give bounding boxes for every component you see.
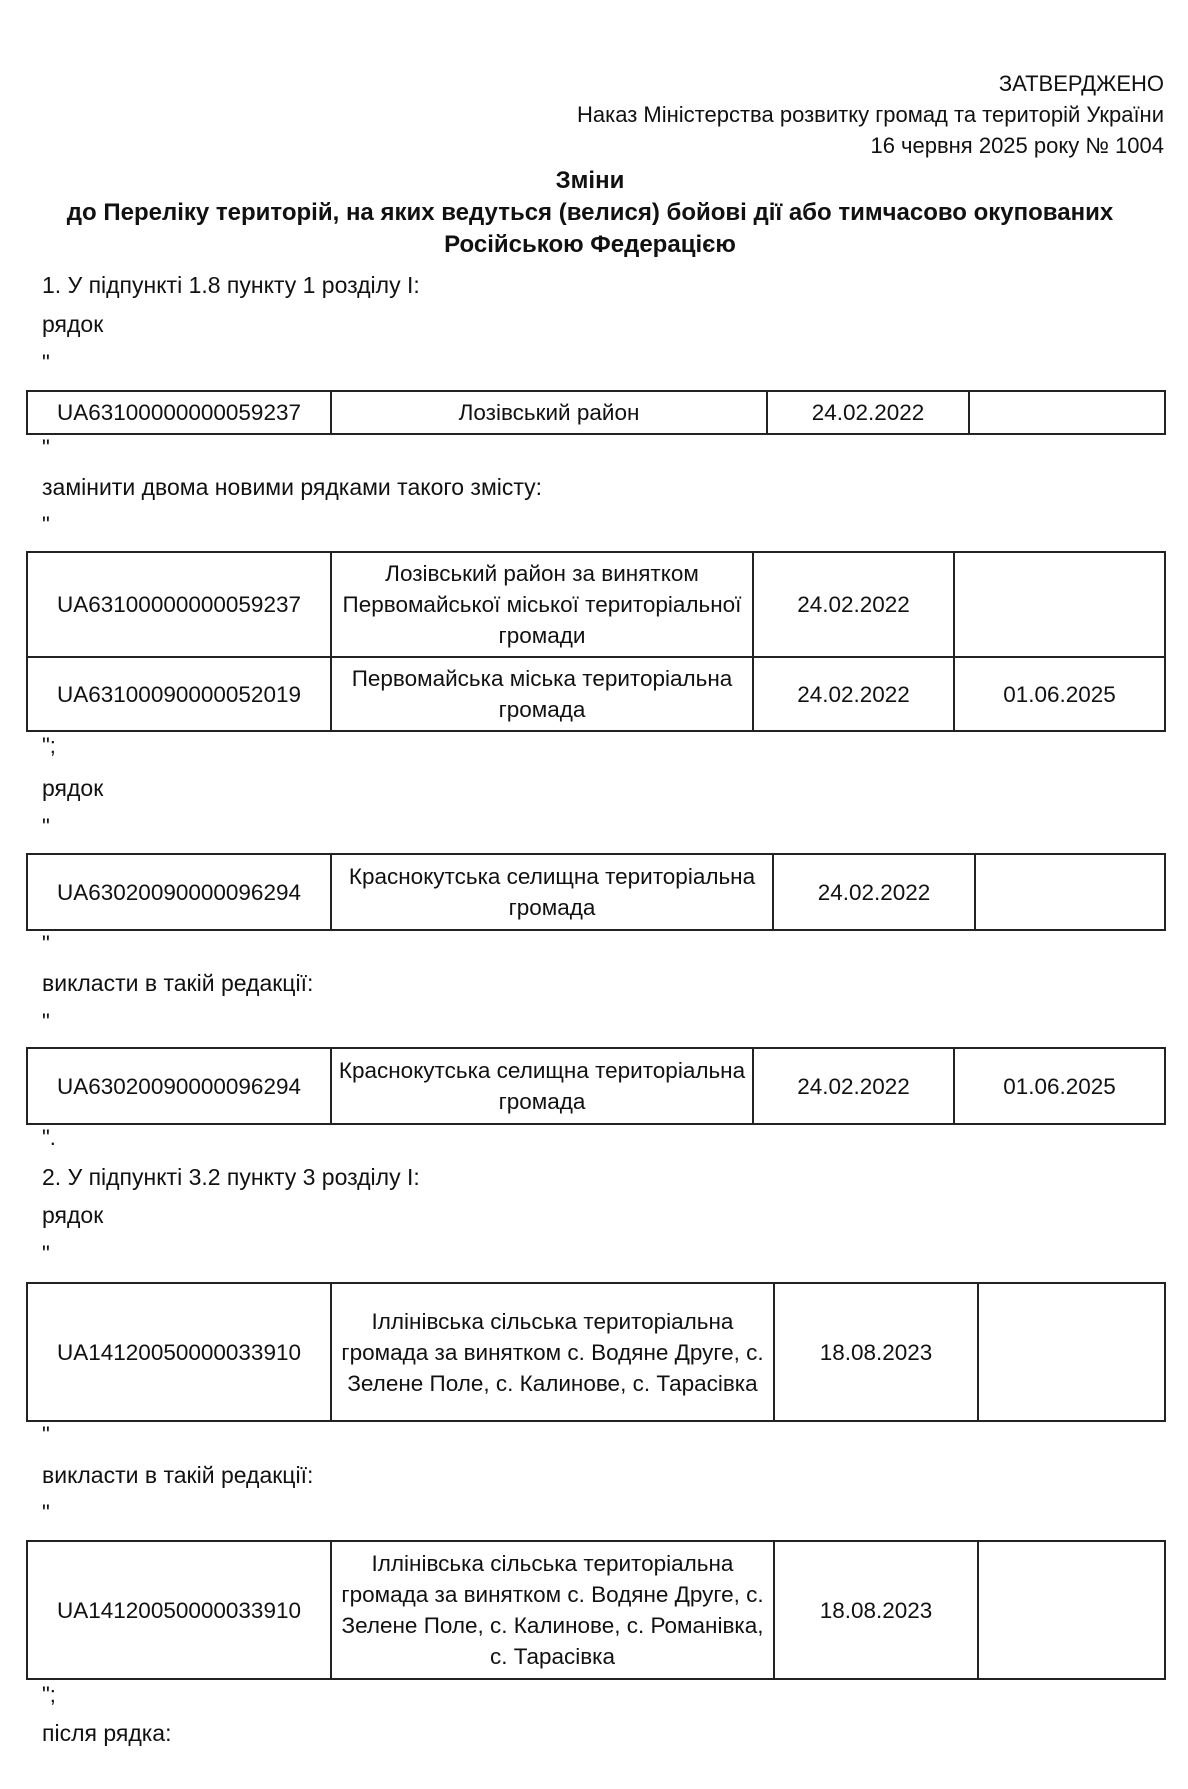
table-1 (26, 390, 1166, 435)
territory-name: Краснокутська селищна територіальна громада (331, 1048, 753, 1124)
order-reference: Наказ Міністерства розвитку громад та територій України (577, 102, 1164, 127)
table-row (27, 391, 1165, 434)
title-line-2: до Переліку територій, на яких ведуться (велися) бойові дії або тимчасово окупованих (66, 199, 1114, 226)
table-3 (26, 853, 1166, 931)
close-quote-semicolon: "; (42, 733, 56, 758)
start-date: 24.02.2022 (773, 854, 975, 930)
approval-stamp (464, 68, 1164, 161)
edit-instruction: викласти в такій редакції: (42, 1462, 314, 1488)
row-label: рядок (42, 1202, 104, 1228)
territory-name: Лозівський район за винятком Первомайської міської територіальної громади (331, 552, 753, 657)
section-1-heading: 1. У підпункті 1.8 пункту 1 розділу I: (42, 272, 420, 298)
end-date (978, 1541, 1165, 1679)
territory-code: UA14120050000033910 (27, 1541, 331, 1679)
territory-name: Краснокутська селищна територіальна громада (331, 854, 773, 930)
edit-instruction: викласти в такій редакції: (42, 970, 314, 996)
after-row-instruction: після рядка: (42, 1720, 172, 1746)
end-date (975, 854, 1165, 930)
end-date (954, 552, 1165, 657)
territory-code: UA63100000000059237 (27, 552, 331, 657)
table-5 (26, 1282, 1166, 1422)
section-2-heading: 2. У підпункті 3.2 пункту 3 розділу I: (42, 1164, 420, 1190)
table-4 (26, 1047, 1166, 1125)
territory-code: UA63020090000096294 (27, 1048, 331, 1124)
territory-code: UA63020090000096294 (27, 854, 331, 930)
table-row (27, 1283, 1165, 1421)
table-row (27, 854, 1165, 930)
start-date: 18.08.2023 (774, 1283, 978, 1421)
start-date: 24.02.2022 (753, 1048, 954, 1124)
title-line-3: Російською Федерацією (444, 231, 736, 258)
row-label: рядок (42, 775, 104, 801)
end-date: 01.06.2025 (954, 657, 1165, 731)
start-date: 18.08.2023 (774, 1541, 978, 1679)
territory-code: UA63100000000059237 (27, 391, 331, 434)
order-date-number: 16 червня 2025 року № 1004 (870, 133, 1164, 158)
document-title (40, 165, 1140, 261)
territory-name: Іллінівська сільська територіальна громада за винятком с. Водяне Друге, с. Зелене Поле, с. Калинове, с. Тарасівка (331, 1283, 774, 1421)
table-2 (26, 551, 1166, 732)
open-quote: " (42, 512, 50, 537)
open-quote: " (42, 814, 50, 839)
table-row (27, 1048, 1165, 1124)
open-quote: " (42, 1009, 50, 1034)
approved-label: ЗАТВЕРДЖЕНО (998, 71, 1164, 96)
row-label: рядок (42, 311, 104, 337)
territory-name: Лозівський район (331, 391, 767, 434)
territory-code: UA14120050000033910 (27, 1283, 331, 1421)
open-quote: " (42, 1500, 50, 1525)
close-quote-semicolon: "; (42, 1682, 56, 1707)
territory-code: UA63100090000052019 (27, 657, 331, 731)
end-date: 01.06.2025 (954, 1048, 1165, 1124)
close-quote: " (42, 931, 50, 956)
open-quote: " (42, 1241, 50, 1266)
table-row (27, 1541, 1165, 1679)
close-quote: " (42, 435, 50, 460)
end-date (969, 391, 1165, 434)
table-row (27, 552, 1165, 657)
start-date: 24.02.2022 (767, 391, 969, 434)
start-date: 24.02.2022 (753, 657, 954, 731)
territory-name: Первомайська міська територіальна громада (331, 657, 753, 731)
table-6 (26, 1540, 1166, 1680)
replace-instruction: замінити двома новими рядками такого змісту: (42, 474, 543, 500)
start-date: 24.02.2022 (753, 552, 954, 657)
close-quote: " (42, 1422, 50, 1447)
open-quote: " (42, 350, 50, 375)
territory-name: Іллінівська сільська територіальна громада за винятком с. Водяне Друге, с. Зелене Поле, с. Калинове, с. Романівка, с. Тарасівка (331, 1541, 774, 1679)
table-row (27, 657, 1165, 731)
close-quote-period: ". (42, 1125, 56, 1150)
end-date (978, 1283, 1165, 1421)
title-line-1: Зміни (555, 167, 625, 194)
